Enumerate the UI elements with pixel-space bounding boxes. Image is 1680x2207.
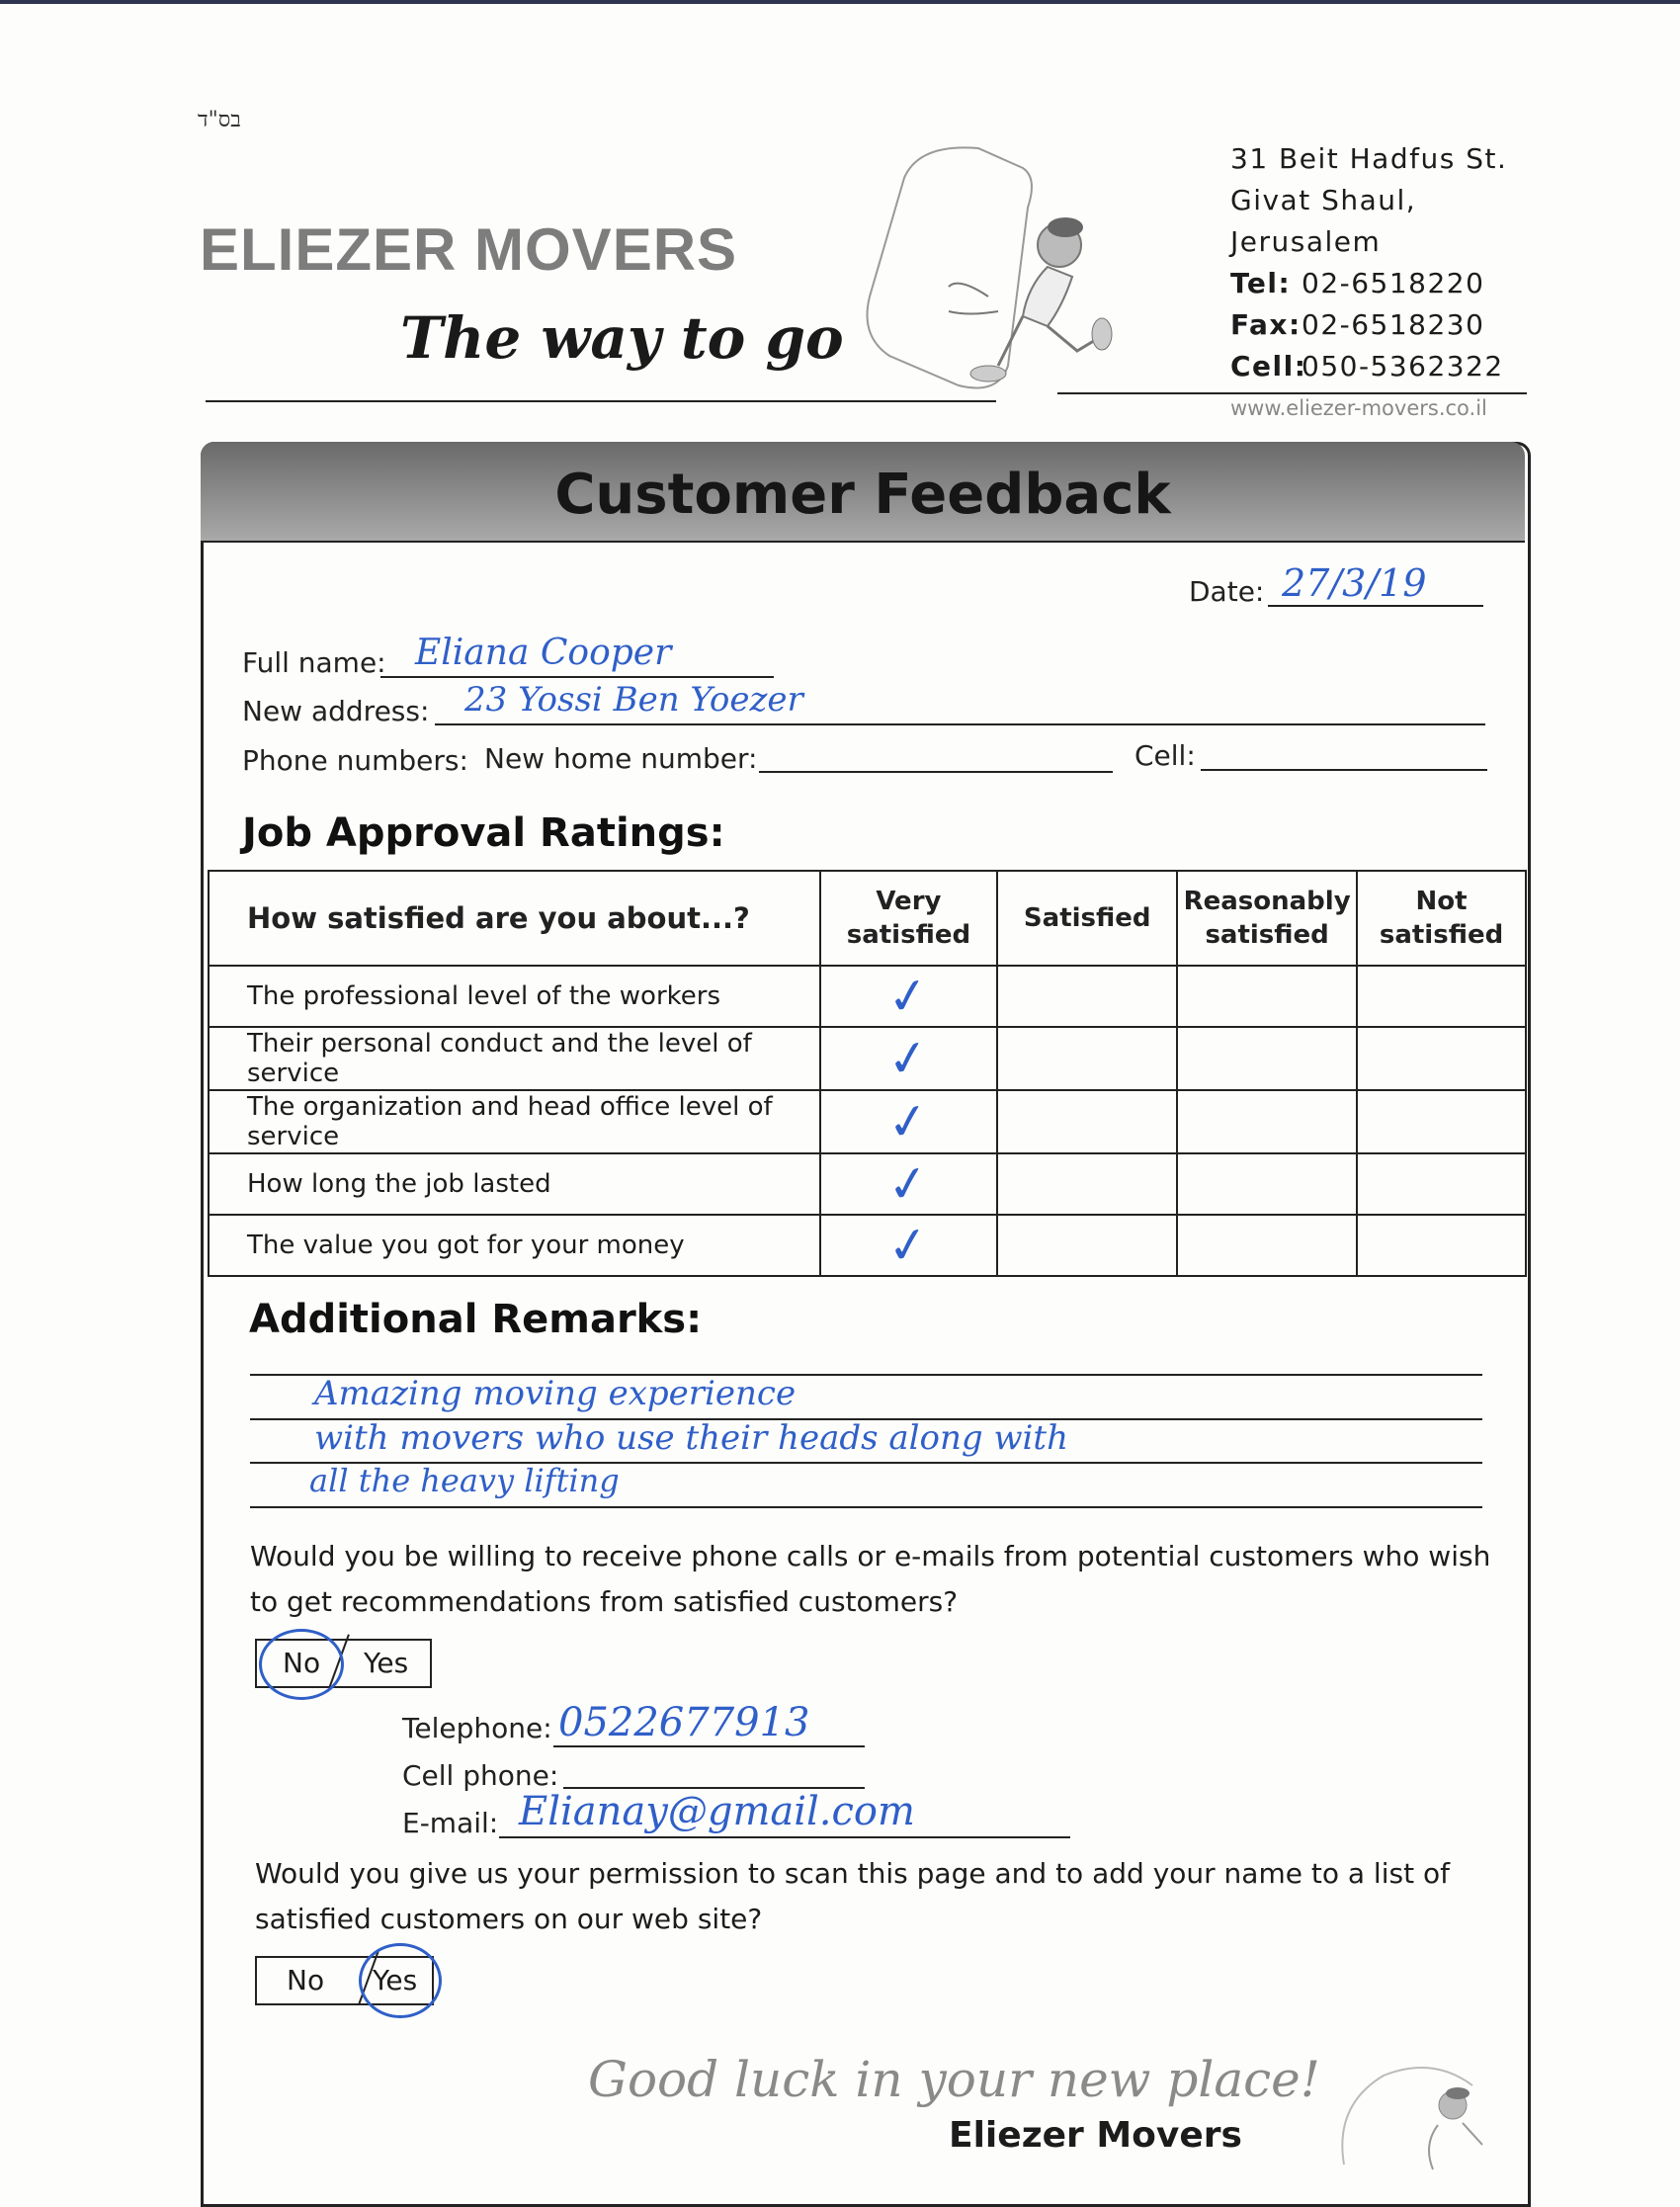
cell-not-satisfied[interactable] (1357, 1153, 1526, 1215)
remarks-text: with movers who use their heads along with (314, 1418, 1068, 1458)
cell-phone-field[interactable] (563, 1747, 865, 1789)
remarks-line[interactable] (250, 1462, 1482, 1508)
table-row (209, 1215, 1526, 1276)
phone-numbers-label: Phone numbers: (242, 744, 468, 777)
new-home-number-field[interactable] (759, 731, 1113, 773)
table-row (209, 1027, 1526, 1090)
footer-mascot-logo (1324, 2046, 1522, 2174)
selection-circle (259, 1629, 344, 1700)
contact-no-option[interactable]: No (283, 1647, 321, 1679)
cell-very-satisfied[interactable] (820, 1215, 998, 1276)
cell-satisfied[interactable] (997, 1153, 1177, 1215)
cell-very-satisfied[interactable] (820, 1090, 998, 1153)
telephone-value: 0522677913 (558, 1700, 810, 1745)
date-label: Date: (1189, 575, 1265, 608)
table-row (209, 1153, 1526, 1215)
remarks-line[interactable] (250, 1374, 1482, 1420)
cell-row (1230, 346, 1527, 387)
remarks-heading: Additional Remarks: (249, 1297, 703, 1342)
checkmark-icon: ✓ (883, 1152, 934, 1216)
col-very-satisfied: Very satisfied (820, 871, 998, 966)
checkmark-icon: ✓ (883, 1027, 934, 1090)
checkmark-icon: ✓ (883, 965, 934, 1028)
cell-reasonably-satisfied[interactable] (1177, 1027, 1357, 1090)
form-title: Customer Feedback (554, 463, 1171, 527)
cell-field[interactable] (1201, 729, 1487, 771)
row-label: The value you got for your money (209, 1215, 820, 1276)
col-not-satisfied: Not satisfied (1357, 871, 1526, 966)
new-home-number-label: New home number: (484, 742, 758, 775)
top-edge-line (0, 0, 1680, 4)
cell-satisfied[interactable] (997, 1027, 1177, 1090)
bsd-mark: בס"ד (198, 108, 241, 132)
date-field[interactable] (1268, 561, 1483, 607)
cell-satisfied[interactable] (997, 1215, 1177, 1276)
contact-yes-option[interactable]: Yes (364, 1647, 409, 1679)
fax-label: Fax: (1230, 308, 1302, 341)
col-reasonably-satisfied: Reasonably satisfied (1177, 871, 1357, 966)
remarks-line[interactable] (250, 1418, 1482, 1464)
tel-row (1230, 263, 1527, 304)
cell-number: 050-5362322 (1302, 350, 1504, 382)
cell-satisfied[interactable] (997, 1090, 1177, 1153)
email-value: Elianay@gmail.com (519, 1789, 915, 1834)
email-field[interactable] (499, 1789, 1070, 1838)
telephone-label: Telephone: (402, 1712, 552, 1744)
email-label: E-mail: (402, 1807, 499, 1839)
new-address-label: New address: (242, 695, 430, 727)
cell-label: Cell: (1230, 350, 1307, 382)
tel-number: 02-6518220 (1302, 267, 1485, 299)
table-row (209, 1090, 1526, 1153)
company-name: ELIEZER MOVERS (200, 216, 738, 283)
col-satisfied: Satisfied (997, 871, 1177, 966)
cell-not-satisfied[interactable] (1357, 1090, 1526, 1153)
website: www.eliezer-movers.co.il (1230, 396, 1487, 420)
cell-phone-label: Cell phone: (402, 1759, 559, 1792)
new-address-field[interactable] (435, 680, 1485, 725)
cell-very-satisfied[interactable] (820, 1027, 998, 1090)
company-contact-block (1230, 138, 1527, 429)
selection-circle (359, 1943, 442, 2018)
permission-no-option[interactable]: No (287, 1964, 325, 1996)
permission-question: Would you give us your permission to scan this page and to add your name to a list of satisfied customers on our web site? (255, 1857, 1450, 1935)
cell-not-satisfied[interactable] (1357, 966, 1526, 1027)
cell-reasonably-satisfied[interactable] (1177, 1090, 1357, 1153)
full-name-value: Eliana Cooper (415, 633, 672, 673)
cell-not-satisfied[interactable] (1357, 1027, 1526, 1090)
row-label: The organization and head office level of service (209, 1090, 820, 1153)
mover-mascot-logo (850, 138, 1146, 405)
row-label: The professional level of the workers (209, 966, 820, 1027)
remarks-text: all the heavy lifting (309, 1462, 620, 1499)
cell-reasonably-satisfied[interactable] (1177, 966, 1357, 1027)
tel-label: Tel: (1230, 267, 1292, 299)
cell-label: Cell: (1134, 739, 1196, 772)
contact-question: Would you be willing to receive phone calls or e-mails from potential customers who wish to get recommendations from satisfied customers? (250, 1540, 1491, 1618)
address-line-1: 31 Beit Hadfus St. (1230, 142, 1508, 175)
ratings-heading: Job Approval Ratings: (242, 810, 725, 856)
date-value: 27/3/19 (1282, 561, 1427, 605)
header-rule-left (206, 400, 996, 402)
remarks-text: Amazing moving experience (314, 1374, 797, 1413)
header-rule-right (1057, 392, 1527, 394)
fax-row (1230, 304, 1527, 346)
signature: Eliezer Movers (949, 2115, 1242, 2156)
telephone-field[interactable] (553, 1700, 865, 1747)
ratings-table (208, 870, 1527, 1277)
row-label: Their personal conduct and the level of service (209, 1027, 820, 1090)
full-name-field[interactable] (380, 633, 774, 678)
cell-very-satisfied[interactable] (820, 1153, 998, 1215)
permission-yes-option[interactable]: Yes (373, 1964, 418, 1996)
fax-number: 02-6518230 (1302, 308, 1485, 341)
cell-reasonably-satisfied[interactable] (1177, 1153, 1357, 1215)
question-header: How satisfied are you about...? (209, 871, 820, 966)
cell-satisfied[interactable] (997, 966, 1177, 1027)
full-name-label: Full name: (242, 646, 386, 679)
checkmark-icon: ✓ (883, 1090, 934, 1153)
row-label: How long the job lasted (209, 1153, 820, 1215)
new-address-value: 23 Yossi Ben Yoezer (464, 680, 803, 720)
table-row (209, 966, 1526, 1027)
address-line-2: Givat Shaul, Jerusalem (1230, 184, 1417, 258)
company-tagline: The way to go (400, 304, 844, 372)
closing-message: Good luck in your new place! (588, 2051, 1320, 2108)
checkmark-icon: ✓ (883, 1214, 934, 1277)
cell-reasonably-satisfied[interactable] (1177, 1215, 1357, 1276)
ratings-header-row (209, 871, 1526, 966)
cell-very-satisfied[interactable] (820, 966, 998, 1027)
cell-not-satisfied[interactable] (1357, 1215, 1526, 1276)
